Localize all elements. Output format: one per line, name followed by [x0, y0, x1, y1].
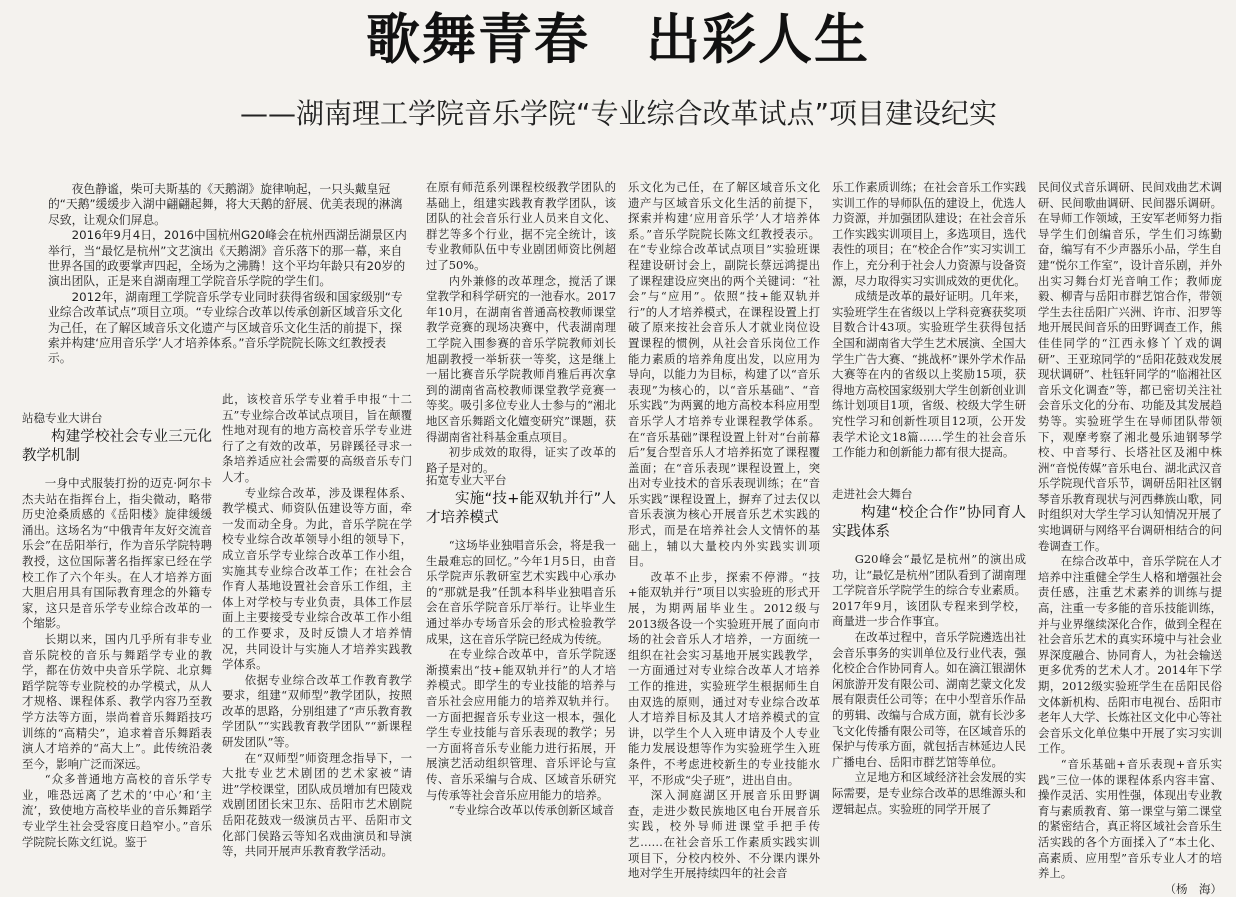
paragraph: 初步成效的取得，证实了改革的路子是对的。 — [426, 445, 616, 475]
column-b — [222, 392, 412, 859]
column-e — [832, 180, 1026, 830]
column-c — [426, 180, 616, 830]
section-title: 构建“校企合作”协同育人实践体系 — [832, 505, 1026, 540]
paragraph: 专业综合改革，涉及课程体系、教学模式、师资队伍建设等方面，牵一发而动全身。为此，音乐学院在学校专业综合改革领导小组的领导下，成立音乐学专业综合改革工作小组，实施其专业综合改革工作；在社会合作育人基地设置社会音乐工作组，主体上对学校与专业负责，具体工作层面上主要接受专业综合改革工作小组的工作要求，及时反馈人才培养情况，共同设计与实施人才培养实践教学体系。 — [222, 485, 412, 672]
paragraph: “音乐基础+音乐表现+音乐实践”三位一体的课程体系内容丰富、操作灵活、实用性强，体现出专业教育与素质教育、第一课堂与第二课堂的紧密结合，真正将区域社会音乐生活实践的各个方面揉入了“本土化、高素质、应用型”音乐专业人才的培养上。 — [1038, 756, 1222, 881]
paragraph: “这场毕业独唱音乐会，将是我一生最难忘的回忆。”今年1月5日，由音乐学院声乐教研室艺术实践中心承办的“那就是我”任凯本科毕业独唱音乐会在音乐学院音乐厅举行。让毕业生通过举办专场音乐会的形式检验教学成果，这在音乐学院已经成为传统。 — [426, 538, 616, 646]
byline: （杨 海） — [1164, 881, 1222, 896]
paragraph: “众多普通地方高校的音乐学专业，唯恐远离了艺术的‘中心’和‘主流’，致使地方高校毕业的音乐舞蹈学专业学生社会受容度日趋窄小。”音乐学院院长陈文红说。鉴于 — [22, 772, 212, 849]
paragraph: 内外兼修的改革理念，搅活了课堂教学和科学研究的一池春水。2017年10月，在湖南省普通高校教师课堂教学竞赛的现场决赛中，代表湖南理工学院入围参赛的音乐学院教师刘长旭副教授一举斩获一等奖，这是继上一届比赛音乐学院教师肖雅后再次拿到的湖南省高校教师课堂教学竞赛一等奖。吸引多位专业人士参与的“湘北地区音乐舞蹈文化嬗变研究”课题，获得湖南省社科基金重点项目。 — [426, 273, 616, 444]
column-a — [22, 410, 212, 849]
section-kicker: 站稳专业大讲台 — [22, 411, 103, 425]
paragraph: 依据专业综合改革工作教育教学要求，组建“双师型”教学团队，按照改革的思路，分别组建了“声乐教育教学团队”“实践教育教学团队”“新课程研发团队”等。 — [222, 672, 412, 750]
paragraph: 在专业综合改革中，音乐学院逐渐摸索出“技+能双轨并行”的人才培养模式。即学生的专业技能的培养与音乐社会应用能力的培养双轨并行。一方面把握音乐专业这一根本，强化学生专业技能与音乐表现的教学；另一方面将音乐专业能力进行拓展，开展演艺活动组织管理、音乐评论与宣传、音乐采编与合成、区域音乐研究与传承等社会音乐应用能力的培养。 — [426, 647, 616, 802]
column-f — [1038, 180, 1222, 896]
paragraph: 乐工作素质训练；在社会音乐工作实践实训工作的导师队伍的建设上，优选人力资源，并加强团队建设；在社会音乐工作实践实训项目上，多选项目，选代表性的项目；在“校企合作”实习实训工作上，充分利于社会人力资源与设备资源，尽力取得实习实训成效的更优化。 — [832, 180, 1026, 288]
paragraph: 改革不止步，探索不停滞。“技+能双轨并行”项目以实验班的形式开展，为期两届毕业生。2012级与2013级各设一个实验班开展了面向市场的社会音乐人才培养，一方面统一组织在社会实习基地开展实践教学，一方面通过对专业综合改革人才培养工作的推进，实验班学生根据师生自由双选的原则，通过对专业综合改革人才培养目标及其人才培养模式的宣讲，以学生个人入班申请及个人专业能力发展设想等作为实验班学生入班条件，不考虑进校新生的专业技能水平，不形成“尖子班”，进出自由。 — [628, 569, 820, 787]
intro-paragraph: 2012年，湖南理工学院音乐学专业同时获得省级和国家级别“专业综合改革试点”项目立项。“专业综合改革以传承创新区域音乐文化为己任，在了解区域音乐文化遗产与区域音乐文化生活的前提下，探索并构建‘应用音乐学’人才培养体系。”音乐学院院长陈文红教授表示。 — [48, 289, 403, 366]
paragraph: 一身中式服装打扮的迈克·阿尔卡杰夫站在指挥台上，指尖微动，略带历史沧桑质感的《岳阳楼》旋律缓缓涌出。这场名为“中俄青年友好交流音乐会”在岳阳举行，作为音乐学院特聘教授，这位国际著名指挥家已经在学校工作了六个年头。在人才培养方面大胆启用具有国际教育理念的外籍专家，这只是音乐学专业综合改革的一个缩影。 — [22, 476, 212, 631]
paragraph: 深入洞庭湖区开展音乐田野调查，走进少数民族地区电台开展音乐实践，校外导师进课堂手把手传艺……在社会音乐工作素质实践实训项目下，分校内校外、不分课内课外地对学生开展持续四年的社会音 — [628, 788, 820, 881]
intro-block — [48, 182, 408, 366]
section-title: 实施“技+能双轨并行”人才培养模式 — [426, 491, 616, 526]
headline: 歌舞青春 出彩人生 — [366, 8, 870, 71]
column-d — [628, 180, 820, 881]
paragraph: 长期以来，国内几乎所有非专业音乐院校的音乐与舞蹈学专业的教学，都在仿效中央音乐学院、北京舞蹈学院等专业院校的办学模式，从人才规格、课程体系、教学内容乃至教学方法等方面，崇尚着音乐舞蹈技巧训练的“高精尖”，追求着音乐舞蹈表演人才培养的“高大上”。此传统沿袭至今，影响广泛而深远。 — [22, 631, 212, 771]
paragraph: 民间仪式音乐调研、民间戏曲艺术调研、民间歌曲调研、民间器乐调研。在导师工作领域，王安军老师努力指导学生们创编音乐，学生们习练勤奋，编写有不少声器乐小品，学生自建“悦尔工作室”，设计音乐剧，并外出实习舞台灯光音响工作；教师庞毅、柳青与岳阳市群艺馆合作，带领学生去往岳阳广兴洲、许市、汨罗等地开展民间音乐的田野调查工作，熊佳佳同学的“江西永修丫丫戏的调研”、王亚琼同学的“岳阳花鼓戏发展现状调研”、杜钰轩同学的“临湘社区音乐文化调查”等，都已密切关注社会音乐文化的分布、功能及其发展趋势等。实验班学生在导师团队带领下，观摩考察了湘北曼乐迪钢琴学校、中音琴行、长塔社区及湘中株洲“音悦传媒”音乐电台、湖北武汉音乐学院现代音乐节，调研岳阳社区钢琴音乐教育现状与河西彝族山歌，同时组织对大学生学习认知情况开展了实地调研与网络平台调研相结合的问卷调查工作。 — [1038, 180, 1222, 553]
paragraph: 在原有师范系列课程校级教学团队的基础上，组建实践教育教学团队，该团队的社会音乐行业人员来自文化、群艺等多个行业，据不完全统计，该专业教师队伍中专业剧团师资比例超过了50%。 — [426, 180, 616, 272]
intro-paragraph: 夜色静谧，柴可夫斯基的《天鹅湖》旋律响起，一只头戴皇冠的“天鹅”缓缓步入湖中翩翩起舞，将大天鹅的舒展、优美表现的淋漓尽致，让观众们屏息。 — [48, 182, 403, 227]
intro-paragraph: 2016年9月4日，2016中国杭州G20峰会在杭州西湖岳湖景区内举行，当“最忆是杭州”文艺演出《天鹅湖》音乐落下的那一幕，来自世界各国的政要掌声四起，全场为之沸腾！这个平均年龄只有20岁的演出团队，正是来自湖南理工学院音乐学院的学生们。 — [48, 228, 407, 289]
section-title: 构建学校社会专业三元化教学机制 — [22, 429, 212, 464]
section-kicker: 拓宽专业大平台 — [426, 473, 507, 487]
paragraph: 成绩是改革的最好证明。几年来，实验班学生在省级以上学科竞赛获奖项目数合计43项。实验班学生获得包括全国和湖南省大学生艺术展演、全国大学生广告大赛、“挑战杯”课外学术作品大赛等在内的省级以上奖励15项，获得地方高校国家级别大学生创新创业训练计划项目1项，省级、校级大学生研究性学习和创新性项目12项，公开发表学术论文18篇……学生的社会音乐工作能力和创新能力都有很大提高。 — [832, 289, 1026, 460]
paragraph: “专业综合改革以传承创新区域音 — [448, 803, 615, 818]
paragraph: 在改革过程中，音乐学院遴选出社会音乐事务的实训单位及行业代表，强化校企合作协同育人。如在滴江银湖休闲旅游开发有限公司、湖南艺蒙文化发展有限责任公司等；在中小型音乐作品的剪辑、改编与合成方面，就有长沙多飞文化传播有限公司等，在区域音乐的保护与传承方面，就包括吉林延边人民广播电台、岳阳市群艺馆等单位。 — [832, 629, 1026, 769]
paragraph: 在“双师型”师资理念指导下，一大批专业艺术剧团的艺术家被“请进”学校课堂，团队成员增加有巴陵戏戏剧团团长宋卫东、岳阳市艺术剧院岳阳花鼓戏一级演员古平、岳阳市文化部门侯路云等知名戏曲演员和导演等，共同开展声乐教育教学活动。 — [222, 750, 412, 859]
paragraph: 在综合改革中，音乐学院在人才培养中注重健全学生人格和增强社会责任感，注重艺术素养的训练与提高，注重一专多能的音乐技能训练，并与业界继续深化合作，做到全程在社会音乐艺术的真实环境中与社会业界深度融合、协同育人，为社会输送更多优秀的艺术人才。2014年下学期，2012级实验班学生在岳阳民俗文体新机构、岳阳市电视台、岳阳市老年人大学、长炼社区文化中心等社会音乐文化单位集中开展了实习实训工作。 — [1038, 554, 1222, 756]
paragraph: 乐文化为己任，在了解区域音乐文化遗产与区域音乐文化生活的前提下，探索并构建‘应用音乐学’人才培养体系。”音乐学院院长陈文红教授表示。在“专业综合改革试点项目”实验班课程建设研讨会上，副院长蔡远鸿提出了课程建设应突出的两个关键词：“社会”与“应用”。依照“技+能双轨并行”的人才培养模式，在课程设置上打破了原来按社会音乐人才就业岗位设置课程的惯例，从社会音乐岗位工作能力素质的培养角度出发，以应用为导向，以能力为目标，构建了以“音乐表现”为核心的，以“音乐基础”、“音乐实践”为两翼的地方高校本科应用型音乐学人才培养专业课程教学体系。在“音乐基础”课程设置上针对“台前幕后”复合型音乐人才培养拓宽了课程覆盖面；在“音乐表现”课程设置上，突出对专业技术的音乐表现训练；在“音乐实践”课程设置上，摒弃了过去仅以音乐表演为核心开展音乐艺术实践的形式，而是在培养社会人文情怀的基础上，辅以大量校内外实践实训项目。 — [628, 180, 820, 569]
paragraph: 此，该校音乐学专业着手申报“十二五”专业综合改革试点项目，旨在颠覆性地对现有的地方高校音乐学专业进行了之有效的改革，另辟蹊径寻求一条培养适应社会需要的高级音乐专门人才。 — [222, 392, 412, 484]
paragraph: G20峰会“最忆是杭州”的演出成功，让“最忆是杭州”团队看到了湖南理工学院音乐学院学生的综合专业素质。2017年9月，该团队专程来到学校，商量进一步合作事宜。 — [832, 552, 1026, 629]
subheadline: ——湖南理工学院音乐学院“专业综合改革试点”项目建设纪实 — [240, 97, 998, 130]
section-kicker: 走进社会大舞台 — [832, 487, 913, 501]
paragraph: 立足地方和区域经济社会发展的实际需要，是专业综合改革的思维源头和逻辑起点。实验班的同学开展了 — [832, 770, 1026, 816]
